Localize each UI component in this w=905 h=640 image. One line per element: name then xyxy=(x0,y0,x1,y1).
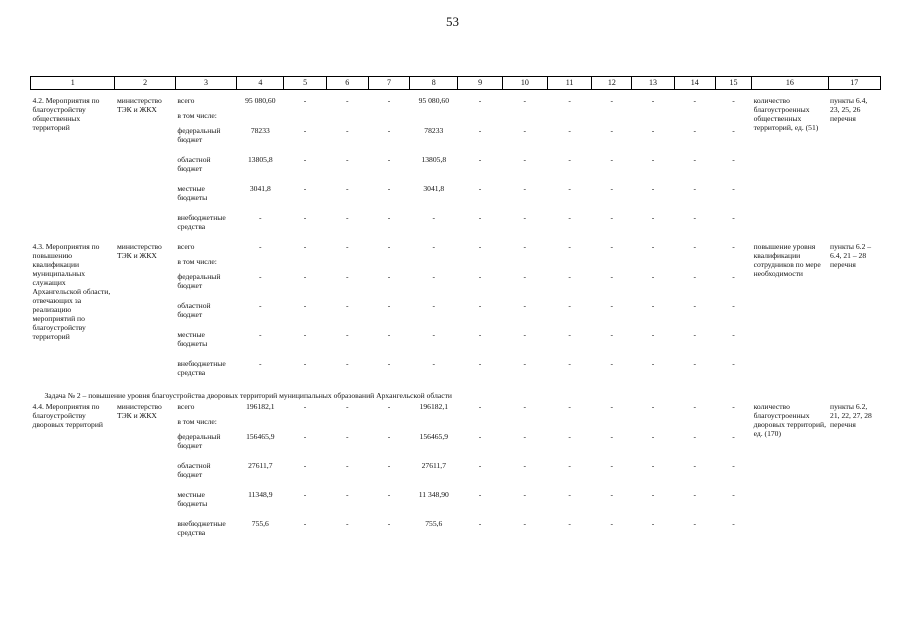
table-row xyxy=(31,242,881,257)
column-header: 3 xyxy=(175,77,236,90)
value-cell: - xyxy=(523,359,527,368)
value-cell: - xyxy=(651,242,655,251)
value-cell: - xyxy=(387,242,391,251)
funding-source: всего xyxy=(177,96,195,105)
value-cell: - xyxy=(303,432,307,441)
value-cell: - xyxy=(432,359,436,368)
value-cell: - xyxy=(387,330,391,339)
value-cell: 196182,1 xyxy=(246,402,275,411)
value-cell: - xyxy=(346,126,349,135)
funding-source: федеральный бюджет xyxy=(177,272,221,290)
column-header: 14 xyxy=(674,77,715,90)
value-cell: - xyxy=(693,272,697,281)
value-cell: - xyxy=(478,126,482,135)
value-cell: - xyxy=(432,242,436,251)
value-cell: - xyxy=(523,155,527,164)
funding-source: всего xyxy=(177,402,195,411)
empty-cell xyxy=(632,417,674,432)
value-cell: - xyxy=(259,242,262,251)
value-cell: - xyxy=(693,461,697,470)
reference-cell: пункты 6.4, 23, 25, 26 перечня xyxy=(830,96,868,123)
value-cell: - xyxy=(478,155,482,164)
task-title: Задача № 2 – повышение уровня благоустройства дворовых территорий муниципальных образований Архангельской области xyxy=(44,391,452,400)
empty-cell xyxy=(547,111,591,126)
value-cell: - xyxy=(523,432,527,441)
empty-cell xyxy=(237,257,284,272)
value-cell: - xyxy=(387,432,391,441)
funding-source: областной бюджет xyxy=(177,301,211,319)
value-cell: - xyxy=(387,402,391,411)
table-body xyxy=(31,90,881,549)
funding-source: всего xyxy=(177,242,195,251)
empty-cell xyxy=(284,257,326,272)
value-cell: 95 080,60 xyxy=(418,96,449,105)
value-cell: - xyxy=(568,96,571,105)
value-cell: - xyxy=(610,213,614,222)
value-cell: - xyxy=(568,432,571,441)
value-cell: 13805,8 xyxy=(247,155,273,164)
column-header: 7 xyxy=(368,77,409,90)
value-cell: - xyxy=(523,184,527,193)
value-cell: - xyxy=(478,490,482,499)
value-cell: - xyxy=(303,330,307,339)
value-cell: - xyxy=(346,402,349,411)
value-cell: - xyxy=(387,184,391,193)
value-cell: - xyxy=(693,96,697,105)
value-cell: - xyxy=(346,330,349,339)
value-cell: - xyxy=(732,213,735,222)
value-cell: - xyxy=(346,519,349,528)
value-cell: - xyxy=(303,301,307,310)
empty-cell xyxy=(368,417,409,432)
value-cell: 13805,8 xyxy=(421,155,447,164)
value-cell: - xyxy=(523,242,527,251)
value-cell: - xyxy=(387,126,391,135)
empty-cell xyxy=(326,257,368,272)
value-cell: - xyxy=(732,155,735,164)
column-header: 11 xyxy=(547,77,591,90)
value-cell: - xyxy=(693,301,697,310)
value-cell: - xyxy=(732,359,735,368)
empty-cell xyxy=(368,257,409,272)
value-cell: - xyxy=(478,301,482,310)
task-row xyxy=(31,388,881,402)
funding-source: местные бюджеты xyxy=(177,330,208,348)
value-cell: - xyxy=(387,359,391,368)
value-cell: - xyxy=(259,330,262,339)
empty-cell xyxy=(458,257,502,272)
value-cell: - xyxy=(693,184,697,193)
empty-cell xyxy=(632,111,674,126)
empty-cell xyxy=(502,111,547,126)
value-cell: - xyxy=(568,126,571,135)
value-cell: - xyxy=(387,213,391,222)
column-header: 13 xyxy=(632,77,674,90)
value-cell: - xyxy=(387,272,391,281)
empty-cell xyxy=(592,257,632,272)
value-cell: - xyxy=(568,184,571,193)
value-cell: - xyxy=(346,184,349,193)
value-cell: - xyxy=(346,432,349,441)
value-cell: - xyxy=(610,155,614,164)
value-cell: - xyxy=(732,490,735,499)
value-cell: - xyxy=(732,272,735,281)
value-cell: - xyxy=(568,461,571,470)
value-cell: - xyxy=(387,301,391,310)
activity-cell: 4.4. Мероприятия по благоустройству дворовых территорий xyxy=(32,402,103,429)
value-cell: 11348,9 xyxy=(248,490,273,499)
value-cell: - xyxy=(523,301,527,310)
value-cell: - xyxy=(610,402,614,411)
value-cell: - xyxy=(610,359,614,368)
value-cell: - xyxy=(432,272,436,281)
value-cell: - xyxy=(346,96,349,105)
value-cell: - xyxy=(693,490,697,499)
value-cell: - xyxy=(303,213,307,222)
value-cell: - xyxy=(346,155,349,164)
value-cell: - xyxy=(568,519,571,528)
funding-source: местные бюджеты xyxy=(177,184,208,202)
value-cell: - xyxy=(303,155,307,164)
value-cell: - xyxy=(693,330,697,339)
page-number: 53 xyxy=(446,14,459,29)
empty-cell xyxy=(368,111,409,126)
value-cell: 27611,7 xyxy=(421,461,446,470)
empty-cell xyxy=(592,111,632,126)
value-cell: - xyxy=(732,402,735,411)
value-cell: 156465,9 xyxy=(246,432,275,441)
value-cell: - xyxy=(523,461,527,470)
value-cell: - xyxy=(259,272,262,281)
value-cell: - xyxy=(478,330,482,339)
funding-source: областной бюджет xyxy=(177,155,211,173)
reference-cell: пункты 6.2 – 6.4, 21 – 28 перечня xyxy=(830,242,872,269)
value-cell: - xyxy=(610,432,614,441)
value-cell: - xyxy=(387,490,391,499)
column-header: 12 xyxy=(592,77,632,90)
empty-cell xyxy=(632,257,674,272)
value-cell: - xyxy=(732,301,735,310)
value-cell: - xyxy=(523,330,527,339)
value-cell: - xyxy=(523,96,527,105)
value-cell: - xyxy=(303,359,307,368)
value-cell: - xyxy=(732,126,735,135)
value-cell: - xyxy=(693,432,697,441)
value-cell: - xyxy=(693,359,697,368)
value-cell: 196182,1 xyxy=(419,402,449,411)
value-cell: - xyxy=(610,242,614,251)
empty-cell xyxy=(674,111,715,126)
value-cell: - xyxy=(693,519,697,528)
value-cell: - xyxy=(732,432,735,441)
value-cell: - xyxy=(303,96,307,105)
indicator-cell: количество благоустроенных дворовых территорий, ед. (170) xyxy=(753,402,826,438)
value-cell: - xyxy=(346,490,349,499)
value-cell: - xyxy=(259,301,262,310)
value-cell: - xyxy=(651,519,655,528)
value-cell: - xyxy=(523,213,527,222)
empty-cell xyxy=(502,417,547,432)
funding-source: местные бюджеты xyxy=(177,490,208,508)
empty-cell xyxy=(502,257,547,272)
value-cell: - xyxy=(651,461,655,470)
value-cell: - xyxy=(610,519,614,528)
column-header: 15 xyxy=(715,77,751,90)
value-cell: - xyxy=(303,126,307,135)
value-cell: - xyxy=(478,96,482,105)
value-cell: - xyxy=(432,301,436,310)
value-cell: - xyxy=(568,242,571,251)
value-cell: - xyxy=(610,330,614,339)
value-cell: 27611,7 xyxy=(248,461,273,470)
empty-cell xyxy=(326,111,368,126)
value-cell: - xyxy=(693,155,697,164)
funding-source: в том числе: xyxy=(177,111,217,120)
value-cell: - xyxy=(478,461,482,470)
value-cell: 78233 xyxy=(250,126,270,135)
value-cell: - xyxy=(387,96,391,105)
reference-cell: пункты 6.2, 21, 22, 27, 28 перечня xyxy=(830,402,872,429)
funding-source: внебюджетные средства xyxy=(177,213,226,231)
value-cell: - xyxy=(651,432,655,441)
value-cell: - xyxy=(387,519,391,528)
empty-cell xyxy=(237,111,284,126)
value-cell: - xyxy=(568,155,571,164)
value-cell: - xyxy=(478,213,482,222)
value-cell: - xyxy=(346,359,349,368)
funding-source: в том числе: xyxy=(177,417,217,426)
column-header: 2 xyxy=(115,77,175,90)
value-cell: - xyxy=(259,359,262,368)
funding-source: внебюджетные средства xyxy=(177,519,226,537)
value-cell: 95 080,60 xyxy=(245,96,276,105)
activity-cell: 4.3. Мероприятия по повышению квалификации муниципальных служащих Архангельской области, отвечающих за реализацию мероприятий по благоустройству территорий xyxy=(32,242,111,341)
column-header: 1 xyxy=(31,77,115,90)
value-cell: - xyxy=(346,461,349,470)
value-cell: - xyxy=(651,301,655,310)
value-cell: - xyxy=(651,213,655,222)
value-cell: 755,6 xyxy=(425,519,443,528)
value-cell: - xyxy=(651,184,655,193)
value-cell: - xyxy=(610,490,614,499)
program-table xyxy=(30,76,881,548)
value-cell: - xyxy=(432,330,436,339)
funding-source: федеральный бюджет xyxy=(177,432,221,450)
value-cell: - xyxy=(478,272,482,281)
value-cell: 156465,9 xyxy=(419,432,449,441)
value-cell: - xyxy=(523,519,527,528)
funding-source: областной бюджет xyxy=(177,461,211,479)
value-cell: - xyxy=(478,184,482,193)
column-header: 4 xyxy=(237,77,284,90)
value-cell: - xyxy=(610,461,614,470)
column-header: 17 xyxy=(828,77,880,90)
column-header: 10 xyxy=(502,77,547,90)
value-cell: - xyxy=(610,96,614,105)
value-cell: 755,6 xyxy=(251,519,269,528)
value-cell: - xyxy=(523,126,527,135)
table-row xyxy=(31,402,881,417)
value-cell: - xyxy=(387,461,391,470)
value-cell: - xyxy=(693,213,697,222)
value-cell: 11 348,90 xyxy=(418,490,449,499)
value-cell: - xyxy=(303,490,307,499)
value-cell: - xyxy=(610,126,614,135)
funding-source: внебюджетные средства xyxy=(177,359,226,377)
value-cell: - xyxy=(478,519,482,528)
indicator-cell: повышение уровня квалификации сотрудников по мере необходимости xyxy=(753,242,821,278)
column-header: 8 xyxy=(410,77,458,90)
empty-cell xyxy=(715,417,751,432)
empty-cell xyxy=(410,257,458,272)
value-cell: - xyxy=(478,359,482,368)
value-cell: - xyxy=(523,402,527,411)
value-cell: - xyxy=(732,242,735,251)
value-cell: 3041,8 xyxy=(249,184,271,193)
value-cell: - xyxy=(568,359,571,368)
empty-cell xyxy=(715,257,751,272)
executor-cell: министерство ТЭК и ЖКХ xyxy=(116,402,162,420)
empty-cell xyxy=(410,111,458,126)
value-cell: - xyxy=(346,272,349,281)
funding-source: федеральный бюджет xyxy=(177,126,221,144)
value-cell: - xyxy=(651,490,655,499)
value-cell: - xyxy=(651,272,655,281)
value-cell: - xyxy=(478,242,482,251)
empty-cell xyxy=(547,417,591,432)
table-row xyxy=(31,96,881,111)
executor-cell: министерство ТЭК и ЖКХ xyxy=(116,242,162,260)
column-header: 9 xyxy=(458,77,502,90)
value-cell: - xyxy=(732,330,735,339)
value-cell: - xyxy=(523,272,527,281)
column-header: 16 xyxy=(752,77,828,90)
empty-cell xyxy=(674,257,715,272)
value-cell: - xyxy=(693,126,697,135)
empty-cell xyxy=(458,417,502,432)
empty-cell xyxy=(547,257,591,272)
value-cell: - xyxy=(610,301,614,310)
value-cell: - xyxy=(568,301,571,310)
value-cell: - xyxy=(651,155,655,164)
value-cell: - xyxy=(610,184,614,193)
value-cell: - xyxy=(732,461,735,470)
value-cell: - xyxy=(478,432,482,441)
value-cell: - xyxy=(303,184,307,193)
value-cell: - xyxy=(303,519,307,528)
value-cell: - xyxy=(432,213,436,222)
value-cell: - xyxy=(568,490,571,499)
empty-cell xyxy=(326,417,368,432)
empty-cell xyxy=(284,417,326,432)
value-cell: - xyxy=(568,330,571,339)
value-cell: - xyxy=(732,519,735,528)
value-cell: - xyxy=(568,272,571,281)
value-cell: - xyxy=(732,184,735,193)
value-cell: - xyxy=(346,301,349,310)
value-cell: 78233 xyxy=(424,126,444,135)
value-cell: - xyxy=(651,402,655,411)
activity-cell: 4.2. Мероприятия по благоустройству общественных территорий xyxy=(32,96,100,132)
funding-source: в том числе: xyxy=(177,257,217,266)
indicator-cell: количество благоустроенных общественных территорий, ед. (51) xyxy=(753,96,819,132)
value-cell: - xyxy=(346,213,349,222)
value-cell: - xyxy=(303,402,307,411)
value-cell: 3041,8 xyxy=(423,184,445,193)
value-cell: - xyxy=(259,213,262,222)
empty-cell xyxy=(237,417,284,432)
empty-cell xyxy=(284,111,326,126)
value-cell: - xyxy=(651,330,655,339)
empty-cell xyxy=(592,417,632,432)
value-cell: - xyxy=(346,242,349,251)
empty-cell xyxy=(458,111,502,126)
value-cell: - xyxy=(693,242,697,251)
value-cell: - xyxy=(523,490,527,499)
value-cell: - xyxy=(303,461,307,470)
empty-cell xyxy=(410,417,458,432)
value-cell: - xyxy=(732,96,735,105)
value-cell: - xyxy=(303,242,307,251)
value-cell: - xyxy=(651,126,655,135)
value-cell: - xyxy=(568,213,571,222)
table-header xyxy=(31,77,881,90)
executor-cell: министерство ТЭК и ЖКХ xyxy=(116,96,162,114)
column-header: 6 xyxy=(326,77,368,90)
value-cell: - xyxy=(651,359,655,368)
empty-cell xyxy=(715,111,751,126)
value-cell: - xyxy=(568,402,571,411)
column-header: 5 xyxy=(284,77,326,90)
value-cell: - xyxy=(693,402,697,411)
value-cell: - xyxy=(610,272,614,281)
value-cell: - xyxy=(303,272,307,281)
value-cell: - xyxy=(387,155,391,164)
empty-cell xyxy=(674,417,715,432)
value-cell: - xyxy=(478,402,482,411)
value-cell: - xyxy=(651,96,655,105)
